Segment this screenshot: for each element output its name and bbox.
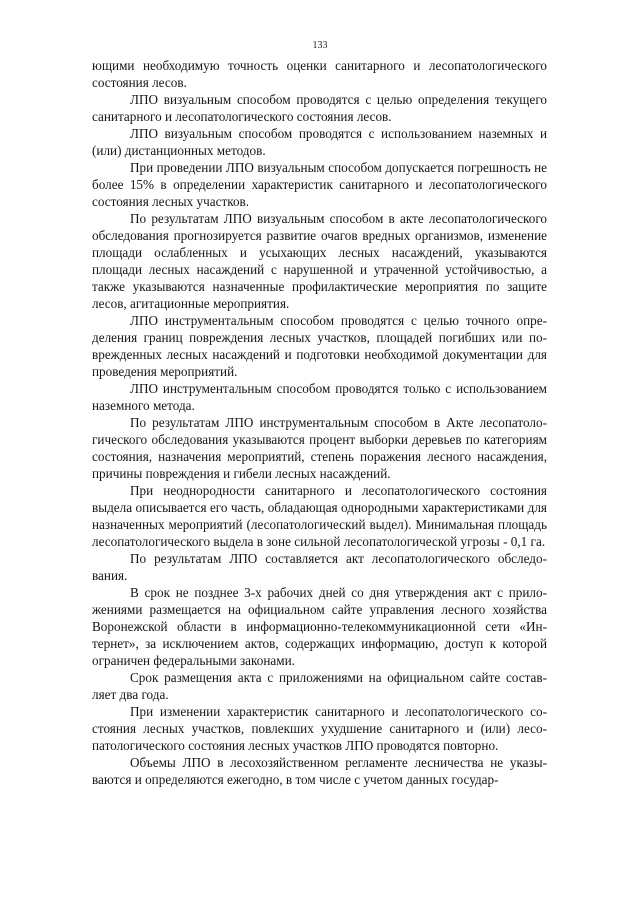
paragraph-2: ЛПО визуальным способом проводятся с целью определения текущего санитарного и лесопатологического состояния лесов. bbox=[92, 92, 547, 124]
paragraph-5: По результатам ЛПО визуальным способом в акте лесопатологического обследования прогнозируется развитие очагов вредных организмов, изменение площади ослабленных и усыхающих лесных насаждений, указываются площади лесных насаждений с нарушенной и утраченной устойчивостью, а также указываются назначенные профилактические мероприятия по защите лесов, агитационные мероприятия. bbox=[92, 211, 547, 311]
page-number: 133 bbox=[312, 40, 328, 51]
paragraph-4: При проведении ЛПО визуальным способом допускается погрешность не более 15% в определении характеристик санитарного и лесопатологического состояния лесных участков. bbox=[92, 160, 547, 209]
paragraph-12: Срок размещения акта с приложениями на официальном сайте составляет два года. bbox=[92, 670, 547, 702]
body-text bbox=[92, 57, 547, 788]
paragraph-13: При изменении характеристик санитарного и лесопатологического состояния лесных участков, повлекших ухудшение санитарного и (или) лесопатологического состояния лесных участков ЛПО проводятся повторно. bbox=[92, 704, 547, 753]
paragraph-1: ющими необходимую точность оценки санитарного и лесопатологического состояния лесов. bbox=[92, 58, 547, 90]
paragraph-7: ЛПО инструментальным способом проводятся только с использованием наземного метода. bbox=[92, 381, 547, 413]
paragraph-14: Объемы ЛПО в лесохозяйственном регламенте лесничества не указываются и определяются ежегодно, в том числе с учетом данных государ- bbox=[92, 755, 547, 787]
paragraph-9: При неоднородности санитарного и лесопатологического состояния выдела описывается его часть, обладающая однородными характеристиками для назначенных мероприятий (лесопатологический выдел). Минимальная площадь лесопатологического выдела в зоне сильной лесопатологической угрозы - 0,1 га. bbox=[92, 483, 547, 549]
paragraph-10: По результатам ЛПО составляется акт лесопатологического обследования. bbox=[92, 551, 547, 583]
paragraph-6: ЛПО инструментальным способом проводятся с целью точного определения границ повреждения лесных участков, площадей погибших или поврежденных лесных насаждений и подготовки необходимой документации для проведения мероприятий. bbox=[92, 313, 547, 379]
paragraph-8: По результатам ЛПО инструментальным способом в Акте лесопатологического обследования указываются процент выборки деревьев по категориям состояния, назначения мероприятий, степень поражения лесного насаждения, причины повреждения и гибели лесных насаждений. bbox=[92, 415, 547, 481]
paragraph-3: ЛПО визуальным способом проводятся с использованием наземных и (или) дистанционных методов. bbox=[92, 126, 547, 158]
paragraph-11: В срок не позднее 3-х рабочих дней со дня утверждения акт с приложениями размещается на официальном сайте управления лесного хозяйства Воронежской области в информационно-телекоммуникационной сети «Интернет», за исключением актов, содержащих информацию, доступ к которой ограничен федеральными законами. bbox=[92, 585, 547, 668]
